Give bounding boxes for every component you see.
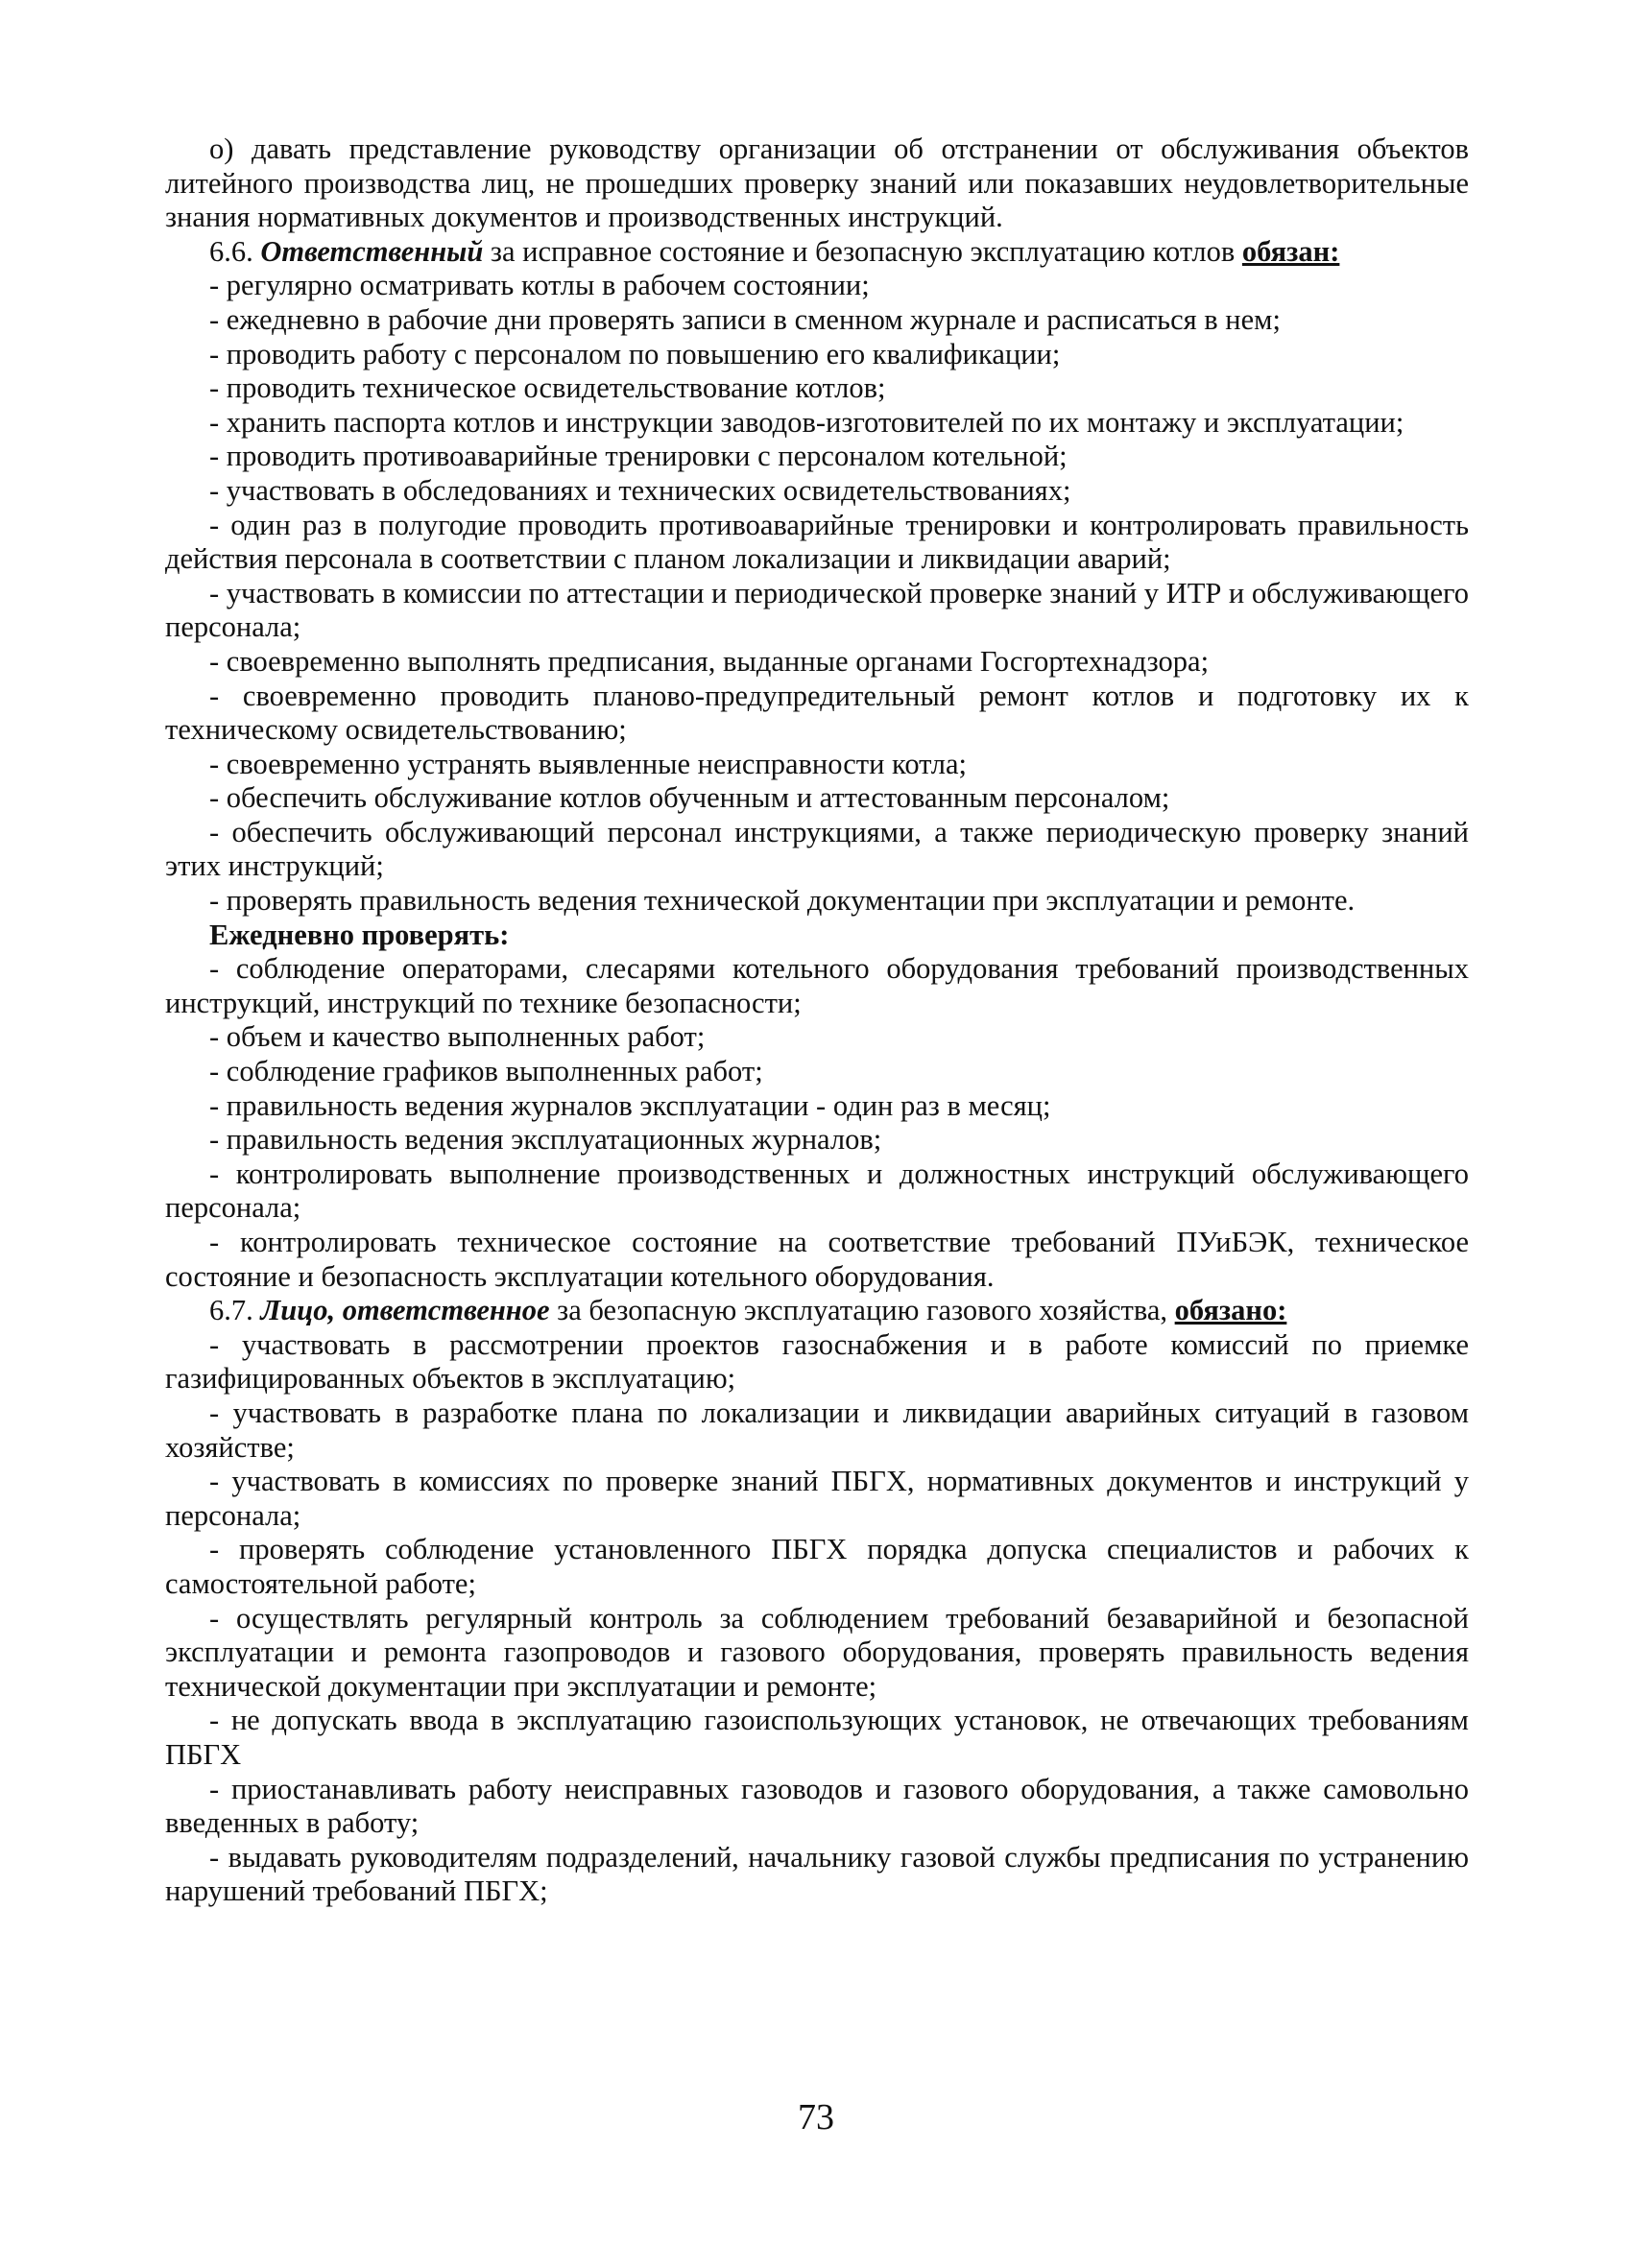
intro-paragraph: о) давать представление руководству организации об отстранении от обслуживания объектов литейного производства лиц, не прошедших проверку знаний или показавших неудовлетворительные знания нормативных документов и производственных инструкций. [165, 132, 1469, 234]
list-item: - контролировать техническое состояние на соответствие требований ПУиБЭК, техническое состояние и безопасность эксплуатации котельного оборудования. [165, 1226, 1469, 1293]
list-item: - ежедневно в рабочие дни проверять записи в сменном журнале и расписаться в нем; [209, 302, 1281, 336]
list-item: - своевременно проводить планово-предупредительный ремонт котлов и подготовку их к техническому освидетельствованию; [165, 679, 1469, 747]
list-item: - осуществлять регулярный контроль за соблюдением требований безаварийной и безопасной эксплуатации и ремонта газопроводов и газового оборудования, проверять правильность ведения технической документации при эксплуатации и ремонте; [165, 1601, 1469, 1703]
list-item: - не допускать ввода в эксплуатацию газоиспользующих установок, не отвечающих требованиям ПБГХ [165, 1704, 1469, 1771]
list-item: - своевременно выполнять предписания, выданные органами Госгортехнадзора; [209, 644, 1210, 678]
section-6-6-subject: Ответственный [260, 234, 484, 268]
section-6-7-number: 6.7. [209, 1294, 253, 1327]
list-item: - правильность ведения эксплуатационных журналов; [209, 1123, 882, 1157]
list-item: - участвовать в обследованиях и технических освидетельствованиях; [209, 473, 1071, 507]
list-item: - один раз в полугодие проводить противоаварийные тренировки и контролировать правильность действия персонала в соответствии с планом локализации и ликвидации аварий; [165, 508, 1469, 576]
section-6-7-heading [165, 1294, 1469, 1328]
list-item: - проводить техническое освидетельствование котлов; [209, 371, 886, 405]
list-item: - проверять правильность ведения технической документации при эксплуатации и ремонте. [209, 884, 1356, 918]
list-item: - контролировать выполнение производственных и должностных инструкций обслуживающего персонала; [165, 1157, 1469, 1225]
list-item: - участвовать в комиссии по аттестации и периодической проверке знаний у ИТР и обслуживающего персонала; [165, 576, 1469, 644]
list-item: - обеспечить обслуживание котлов обученным и аттестованным персоналом; [209, 781, 1170, 815]
list-item: - выдавать руководителям подразделений, начальнику газовой службы предписания по устранению нарушений требований ПБГХ; [165, 1840, 1469, 1908]
list-item: - соблюдение операторами, слесарями котельного оборудования требований производственных инструкций, инструкций по технике безопасности; [165, 952, 1469, 1019]
section-6-6-heading-text: за исправное состояние и безопасную эксплуатацию котлов [483, 234, 1242, 268]
list-item: - участвовать в рассмотрении проектов газоснабжения и в работе комиссий по приемке газифицированных объектов в эксплуатацию; [165, 1327, 1469, 1396]
page-number: 73 [798, 2097, 834, 2137]
document-body [165, 132, 1469, 1909]
list-item: - регулярно осматривать котлы в рабочем состоянии; [209, 269, 870, 302]
list-item: - проверять соблюдение установленного ПБГХ порядка допуска специалистов и рабочих к самостоятельной работе; [165, 1533, 1469, 1600]
list-item: - приостанавливать работу неисправных газоводов и газового оборудования, а также самовольно введенных в работу; [165, 1772, 1469, 1840]
section-6-6-number: 6.6. [209, 234, 253, 268]
list-item: - правильность ведения журналов эксплуатации - один раз в месяц; [209, 1088, 1051, 1122]
section-6-6-obliged: обязан: [1241, 234, 1340, 268]
daily-check-heading: Ежедневно проверять: [209, 918, 510, 951]
list-item: - своевременно устранять выявленные неисправности котла; [209, 747, 967, 780]
list-item: - участвовать в комиссиях по проверке знаний ПБГХ, нормативных документов и инструкций у персонала; [165, 1465, 1469, 1532]
section-6-7-subject: Лицо, ответственное [260, 1294, 550, 1327]
list-item: - хранить паспорта котлов и инструкции заводов-изготовителей по их монтажу и эксплуатации; [209, 405, 1404, 439]
list-item: - проводить работу с персоналом по повышению его квалификации; [209, 337, 1061, 370]
section-6-7-obliged: обязано: [1174, 1294, 1287, 1327]
list-item: - объем и качество выполненных работ; [209, 1020, 706, 1054]
list-item: - обеспечить обслуживающий персонал инструкциями, а также периодическую проверку знаний этих инструкций; [165, 815, 1469, 883]
section-6-6-heading [165, 235, 1469, 270]
section-6-7-heading-text: за безопасную эксплуатацию газового хозяйства, [549, 1294, 1175, 1327]
list-item: - участвовать в разработке плана по локализации и ликвидации аварийных ситуаций в газовом хозяйстве; [165, 1396, 1469, 1464]
list-item: - проводить противоаварийные тренировки с персоналом котельной; [209, 440, 1068, 473]
list-item: - соблюдение графиков выполненных работ; [209, 1055, 763, 1088]
